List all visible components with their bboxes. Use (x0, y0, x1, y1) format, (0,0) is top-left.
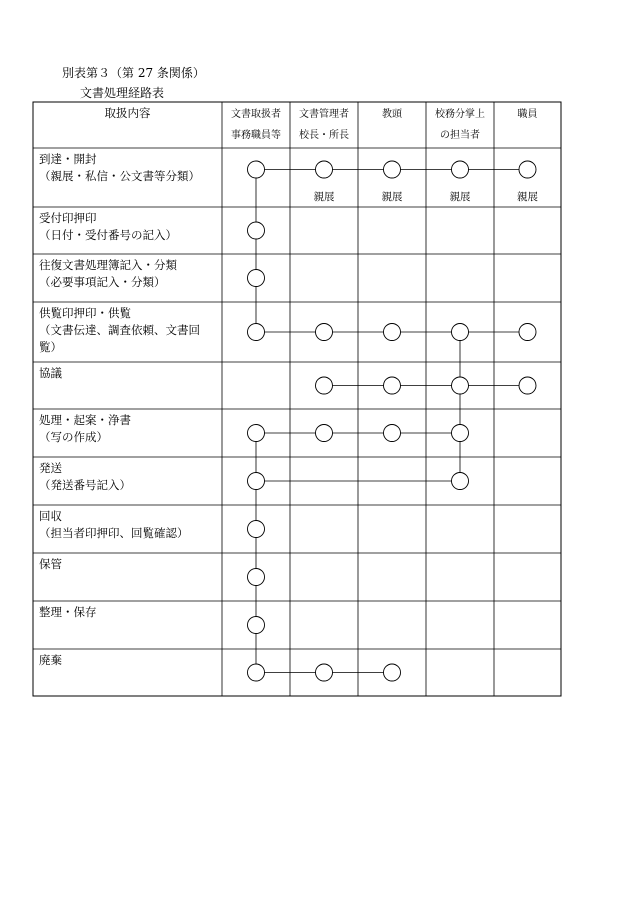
route-circle-mark (316, 161, 333, 178)
task-label: 回収 (39, 509, 62, 523)
route-circle-mark (452, 425, 469, 442)
route-circle-mark (248, 270, 265, 287)
task-label: （日付・受付番号の記入） (39, 228, 177, 242)
route-circle-mark (248, 324, 265, 341)
header-task: 取扱内容 (104, 106, 151, 120)
task-label: 廃棄 (39, 653, 62, 667)
task-label: （担当者印押印、回覧確認） (39, 526, 189, 540)
route-circle-mark (452, 324, 469, 341)
route-circle-mark (316, 425, 333, 442)
route-circle-mark (248, 664, 265, 681)
confidential-note: 親展 (517, 191, 538, 203)
route-circle-mark (519, 161, 536, 178)
route-circle-mark (452, 473, 469, 490)
task-label: 保管 (39, 557, 62, 571)
route-circle-mark (384, 377, 401, 394)
header-column-label: 校長・所長 (299, 130, 349, 141)
route-circle-mark (316, 377, 333, 394)
task-label: 覧） (39, 340, 62, 354)
header-column-label: 教頭 (382, 109, 402, 120)
task-label: 供覧印押印・供覧 (39, 306, 131, 320)
route-circle-mark (452, 377, 469, 394)
header-column-label: 事務職員等 (231, 130, 281, 141)
header-column-label: 文書管理者 (299, 109, 349, 120)
route-circle-mark (452, 161, 469, 178)
task-label: 往復文書処理簿記入・分類 (39, 258, 177, 272)
header-column-label: 文書取扱者 (231, 109, 281, 120)
task-label: （発送番号記入） (39, 478, 131, 492)
task-label: 協議 (39, 366, 62, 380)
task-label: （必要事項記入・分類） (39, 275, 166, 289)
route-circle-mark (248, 473, 265, 490)
confidential-note: 親展 (381, 191, 403, 203)
route-circle-mark (384, 161, 401, 178)
route-circle-mark (384, 324, 401, 341)
route-circle-mark (248, 569, 265, 586)
table-border (33, 102, 561, 696)
task-label: 到達・開封 (39, 152, 97, 166)
route-circle-mark (248, 222, 265, 239)
route-circle-mark (248, 425, 265, 442)
header-column-label: の担当者 (440, 130, 480, 141)
task-label: （親展・私信・公文書等分類） (39, 169, 200, 183)
route-circle-mark (384, 425, 401, 442)
route-circle-mark (519, 377, 536, 394)
header-column-label: 校務分掌上 (435, 109, 485, 120)
task-label: 受付印押印 (39, 211, 97, 225)
task-label: 処理・起案・浄書 (39, 413, 131, 427)
route-circle-mark (316, 664, 333, 681)
task-label: 発送 (39, 461, 62, 475)
table-caption: 別表第３（第 27 条関係） (62, 66, 205, 80)
route-circle-mark (316, 324, 333, 341)
table-title: 文書処理経路表 (80, 86, 165, 100)
route-circle-mark (248, 617, 265, 634)
header-column-label: 職員 (517, 109, 538, 120)
route-circle-mark (248, 161, 265, 178)
task-label: （写の作成） (39, 430, 108, 444)
task-label: （文書伝達、調査依頼、文書回 (39, 323, 200, 337)
route-circle-mark (248, 521, 265, 538)
route-circle-mark (519, 324, 536, 341)
route-circle-mark (384, 664, 401, 681)
confidential-note: 親展 (449, 191, 471, 203)
confidential-note: 親展 (313, 191, 335, 203)
task-label: 整理・保存 (39, 605, 97, 619)
